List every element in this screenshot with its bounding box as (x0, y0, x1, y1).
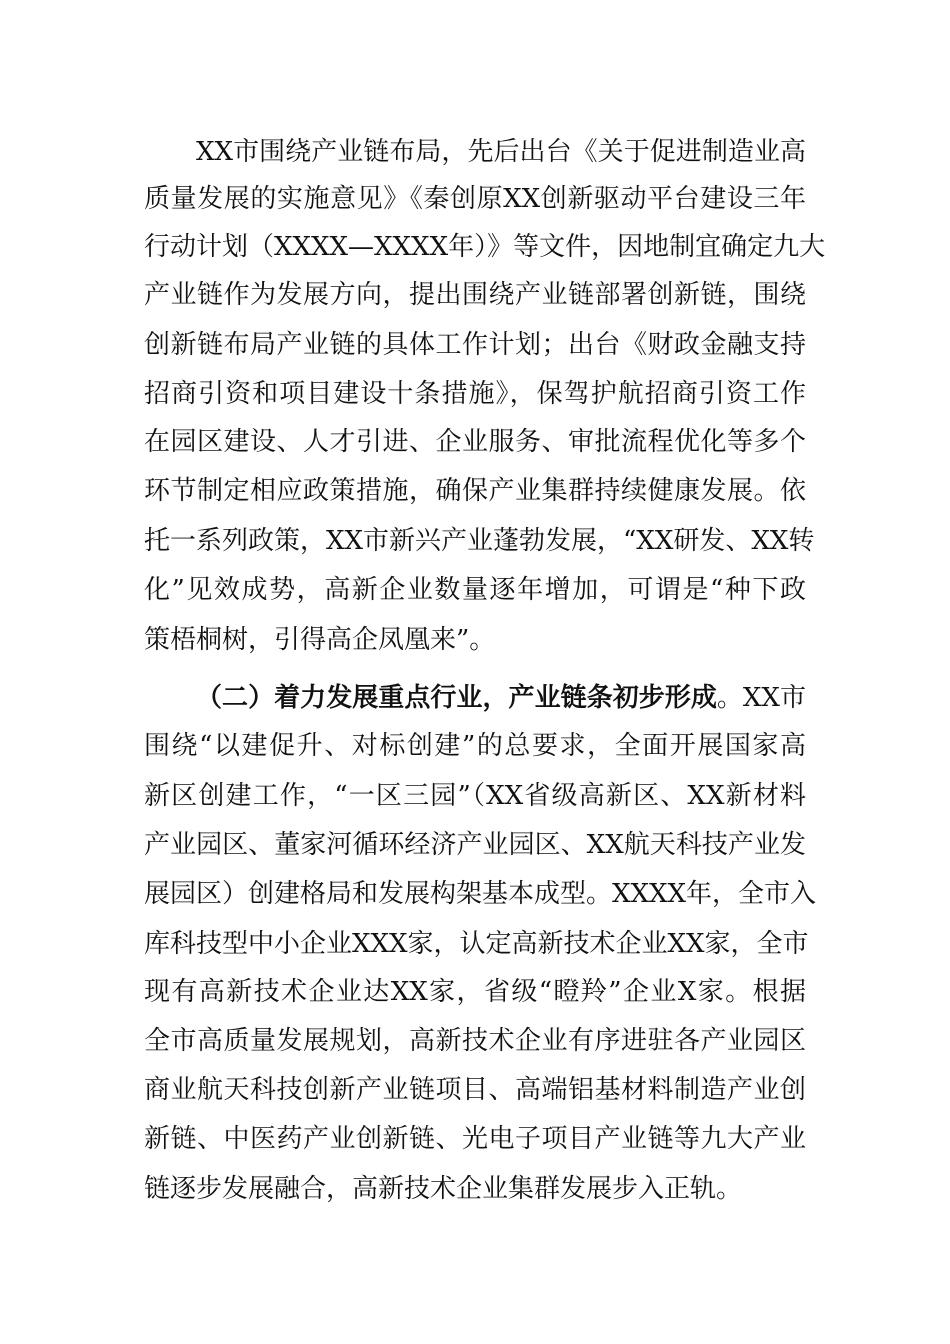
paragraph-1-line-10: 化”见效成势，高新企业数量逐年增加，可谓是“种下政 (144, 575, 806, 605)
paragraph-2-line-9: 商业航天科技创新产业链项目、高端铝基材料制造产业创 (144, 1075, 806, 1105)
paragraph-1-line-2: 质量发展的实施意见》《秦创原XX创新驱动平台建设三年 (144, 184, 806, 214)
paragraph-2-line-5: 展园区）创建格局和发展构架基本成型。XXXX年，全市入 (144, 879, 817, 909)
paragraph-1-line-5: 创新链布局产业链的具体工作计划；出台《财政金融支持 (144, 330, 806, 360)
paragraph-1-line-11: 策梧桐树，引得高企凤凰来”。 (144, 625, 496, 655)
paragraph-2-line-6: 库科技型中小企业XXX家，认定高新技术企业XX家，全市 (144, 929, 809, 959)
paragraph-2-line-10: 新链、中医药产业创新链、光电子项目产业链等九大产业 (144, 1124, 806, 1154)
paragraph-2-line-8: 全市高质量发展规划，高新技术企业有序进驻各产业园区 (144, 1026, 806, 1056)
section-heading: （二）着力发展重点行业，产业链条初步形成 (196, 683, 717, 713)
paragraph-1-line-7: 在园区建设、人才引进、企业服务、审批流程优化等多个 (144, 427, 806, 457)
paragraph-2-line-3: 新区创建工作，“一区三园”（XX省级高新区、XX新材料 (144, 781, 806, 811)
paragraph-2-line-4: 产业园区、董家河循环经济产业园区、XX航天科技产业发 (144, 830, 806, 860)
paragraph-2-line-2: 围绕“以建促升、对标创建”的总要求，全面开展国家高 (144, 731, 806, 761)
section-heading-tail: 。XX市 (716, 683, 806, 713)
paragraph-1-line-4: 产业链作为发展方向，提出围绕产业链部署创新链，围绕 (144, 280, 806, 310)
paragraph-1-line-3: 行动计划（XXXX—XXXX年）》等文件，因地制宜确定九大 (144, 232, 826, 262)
paragraph-2-line-7: 现有高新技术企业达XX家，省级“瞪羚”企业X家。根据 (144, 977, 806, 1007)
paragraph-1-line-1: XX市围绕产业链布局，先后出台《关于促进制造业高 (196, 137, 806, 167)
paragraph-2-line-1 (196, 678, 806, 718)
paragraph-1-line-9: 托一系列政策，XX市新兴产业蓬勃发展，“XX研发、XX转 (144, 526, 815, 556)
paragraph-2-line-11: 链逐步发展融合，高新技术企业集群发展步入正轨。 (144, 1174, 743, 1204)
paragraph-1-line-6: 招商引资和项目建设十条措施》，保驾护航招商引资工作 (144, 379, 806, 409)
paragraph-1-line-8: 环节制定相应政策措施，确保产业集群持续健康发展。依 (144, 476, 806, 506)
